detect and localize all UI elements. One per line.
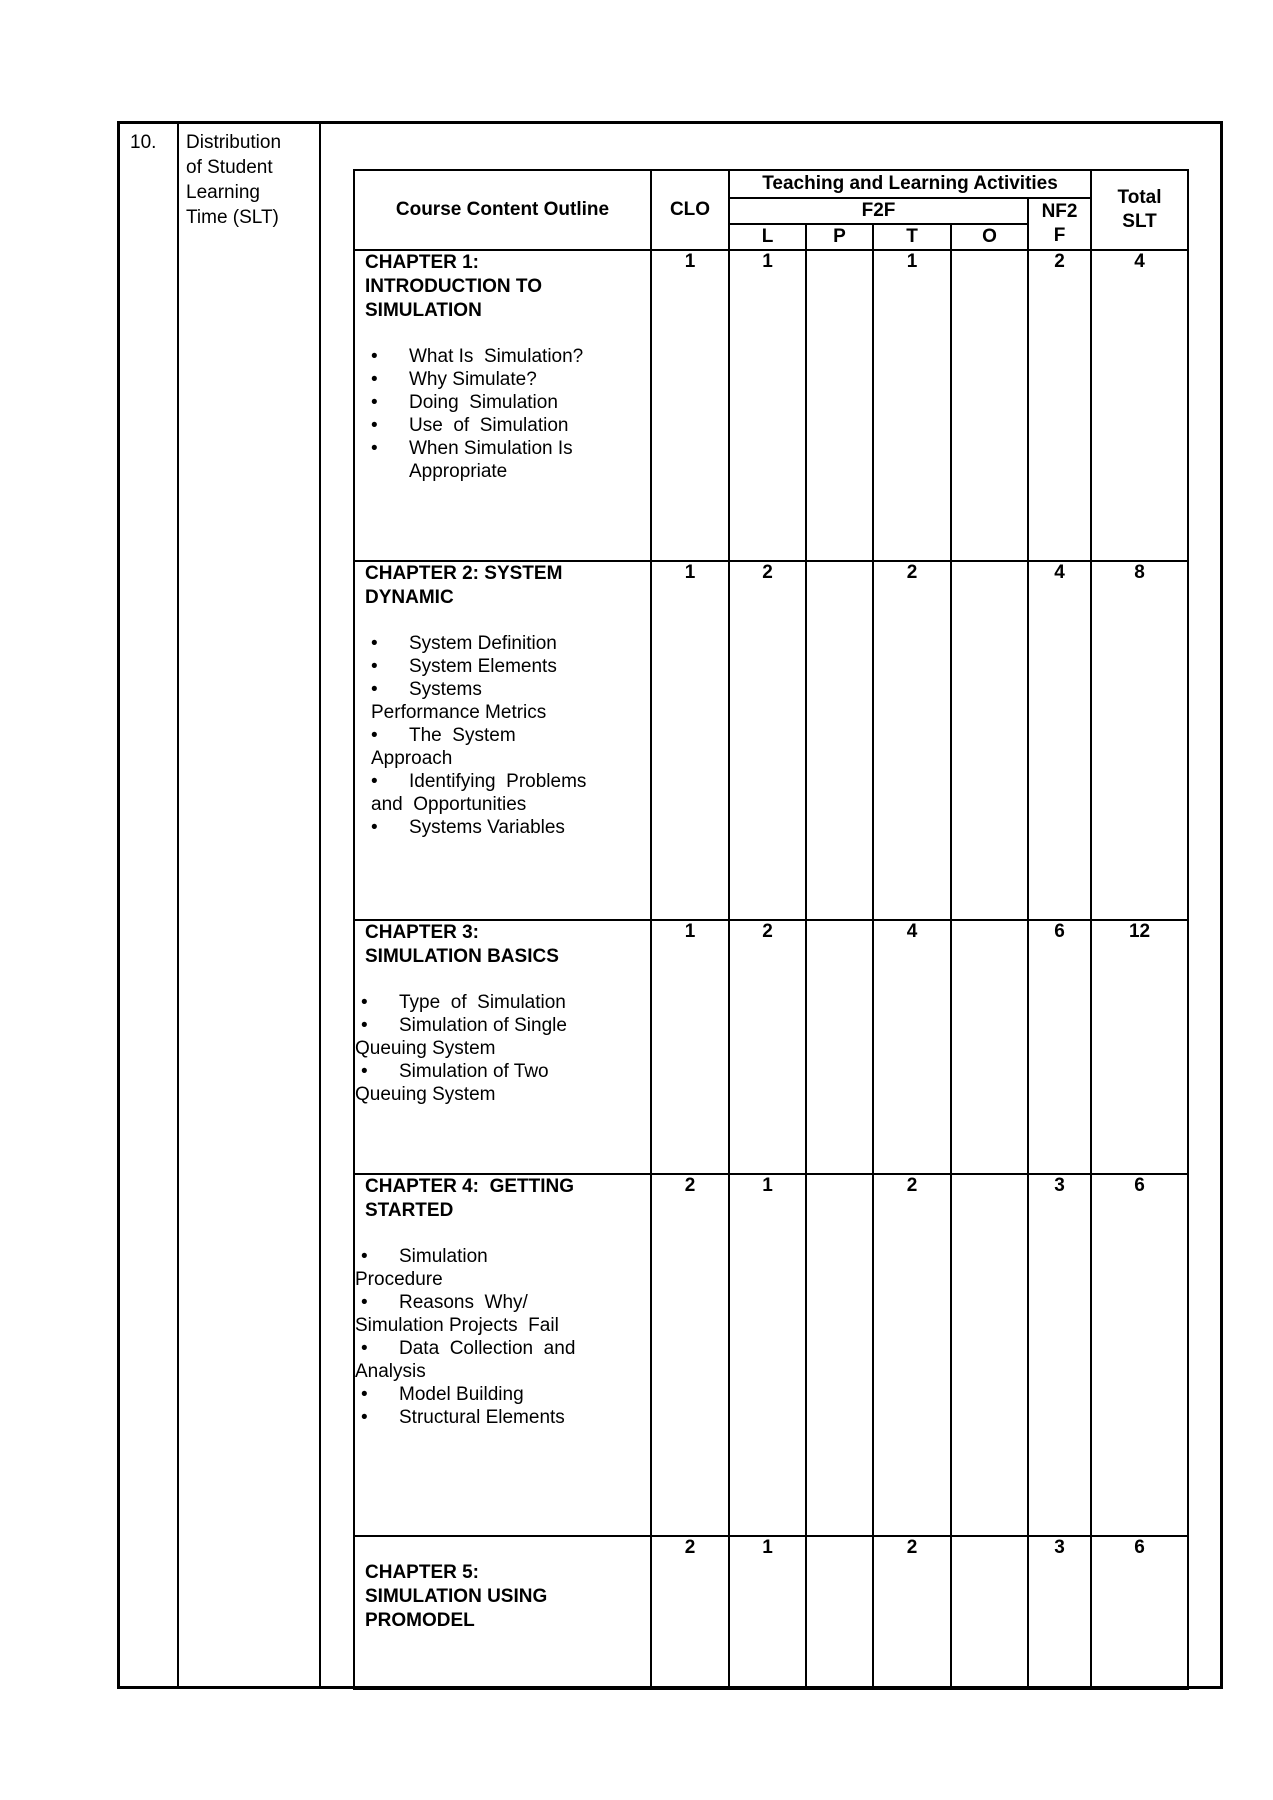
chapter-2-title-line: CHAPTER 2: SYSTEM — [365, 563, 563, 584]
chapter-1-title-line: CHAPTER 1: — [365, 252, 480, 273]
chapter-4-l-value: 1 — [729, 1174, 806, 1536]
chapter-4-p-value — [806, 1174, 873, 1536]
header-row-1 — [354, 170, 1188, 198]
bullet-item — [361, 1337, 650, 1360]
bullet-item-wrap: Performance Metrics — [371, 702, 547, 723]
chapter-1-l-value: 1 — [729, 250, 806, 561]
chapter-2-t-value: 2 — [873, 561, 951, 920]
header-course-content: Course Content Outline — [354, 170, 651, 250]
chapter-1-title-line: SIMULATION — [365, 300, 482, 321]
header-t: T — [873, 224, 951, 250]
chapter-5-o-value — [951, 1536, 1028, 1689]
chapter-1-o-value — [951, 250, 1028, 561]
bullet-dot-icon: • — [371, 415, 378, 436]
bullet-dot-icon: • — [371, 656, 378, 677]
item-label: Distribution of Student Learning Time (SLT) — [186, 132, 282, 228]
bullet-item — [371, 816, 650, 839]
chapter-4-bullet-list — [355, 1245, 650, 1429]
bullet-item — [371, 368, 650, 391]
bullet-item — [361, 1291, 650, 1314]
chapter-3-total-value: 12 — [1091, 920, 1188, 1174]
chapter-2-total-value: 8 — [1091, 561, 1188, 920]
bullet-text: Systems Variables — [409, 817, 565, 838]
header-f2f: F2F — [729, 198, 1028, 224]
bullet-item — [361, 1014, 650, 1037]
chapter-4-total-value: 6 — [1091, 1174, 1188, 1536]
chapter-4-title-line: STARTED — [365, 1200, 454, 1221]
bullet-item-wrap: Queuing System — [355, 1084, 496, 1105]
bullet-dot-icon: • — [371, 725, 378, 746]
chapter-1-t-value: 1 — [873, 250, 951, 561]
item-number: 10. — [130, 132, 157, 153]
chapter-2-nf2f-value: 4 — [1028, 561, 1091, 920]
chapter-3-clo-value: 1 — [651, 920, 729, 1174]
header-total-slt: Total SLT — [1091, 170, 1188, 250]
bullet-dot-icon: • — [361, 1015, 368, 1036]
bullet-item — [361, 1406, 650, 1429]
chapter-3-l-value: 2 — [729, 920, 806, 1174]
chapter-row-5 — [354, 1536, 1188, 1689]
chapter-5-title-line: PROMODEL — [365, 1610, 475, 1631]
chapter-5-content — [354, 1536, 651, 1689]
chapter-3-p-value — [806, 920, 873, 1174]
chapter-2-title-line: DYNAMIC — [365, 587, 454, 608]
bullet-text: Systems — [409, 679, 482, 700]
bullet-dot-icon: • — [361, 1292, 368, 1313]
bullet-item — [371, 345, 650, 368]
bullet-text: Data Collection and — [399, 1338, 576, 1359]
chapter-3-content — [354, 920, 651, 1174]
bullet-dot-icon: • — [371, 438, 378, 459]
chapter-1-p-value — [806, 250, 873, 561]
header-o: O — [951, 224, 1028, 250]
bullet-dot-icon: • — [371, 679, 378, 700]
chapter-row-1 — [354, 250, 1188, 561]
chapter-2-clo-value: 1 — [651, 561, 729, 920]
bullet-item — [361, 1245, 650, 1268]
bullet-item — [361, 1060, 650, 1083]
chapter-5-title-line: CHAPTER 5: — [365, 1562, 480, 1583]
chapter-1-content — [354, 250, 651, 561]
bullet-text: Model Building — [399, 1384, 524, 1405]
course-content-table — [353, 169, 1189, 1690]
bullet-text: Type of Simulation — [399, 992, 566, 1013]
chapter-2-o-value — [951, 561, 1028, 920]
bullet-text: Doing Simulation — [409, 392, 558, 413]
chapter-row-3 — [354, 920, 1188, 1174]
bullet-text: System Definition — [409, 633, 557, 654]
header-l: L — [729, 224, 806, 250]
chapter-3-title-line: SIMULATION BASICS — [365, 946, 559, 967]
chapter-5-total-value: 6 — [1091, 1536, 1188, 1689]
bullet-dot-icon: • — [361, 1407, 368, 1428]
bullet-item — [371, 770, 650, 793]
bullet-text: The System — [409, 725, 516, 746]
bullet-item-wrap: Approach — [371, 748, 453, 769]
chapter-1-total-value: 4 — [1091, 250, 1188, 561]
chapter-row-2 — [354, 561, 1188, 920]
bullet-item — [371, 632, 650, 655]
bullet-item-wrap: Queuing System — [355, 1038, 496, 1059]
chapter-5-nf2f-value: 3 — [1028, 1536, 1091, 1689]
bullet-item — [361, 1383, 650, 1406]
outer-column-divider-2 — [319, 124, 321, 1686]
bullet-dot-icon: • — [371, 346, 378, 367]
chapter-5-t-value: 2 — [873, 1536, 951, 1689]
chapter-5-title-line: SIMULATION USING — [365, 1586, 548, 1607]
bullet-text: When Simulation Is — [409, 438, 573, 459]
bullet-text: Simulation of Two — [399, 1061, 549, 1082]
chapter-1-nf2f-value: 2 — [1028, 250, 1091, 561]
bullet-dot-icon: • — [371, 392, 378, 413]
bullet-text: Use of Simulation — [409, 415, 569, 436]
bullet-dot-icon: • — [371, 369, 378, 390]
chapter-3-nf2f-value: 6 — [1028, 920, 1091, 1174]
chapter-4-nf2f-value: 3 — [1028, 1174, 1091, 1536]
bullet-item — [371, 655, 650, 678]
chapter-3-bullet-list — [355, 991, 650, 1106]
bullet-item-wrap: Procedure — [355, 1269, 443, 1290]
chapter-4-clo-value: 2 — [651, 1174, 729, 1536]
bullet-item — [371, 391, 650, 414]
bullet-dot-icon: • — [371, 771, 378, 792]
bullet-item — [371, 678, 650, 701]
bullet-text: Why Simulate? — [409, 369, 537, 390]
bullet-item — [371, 414, 650, 437]
chapter-2-content — [354, 561, 651, 920]
chapter-1-title-line: INTRODUCTION TO — [365, 276, 542, 297]
bullet-item — [361, 991, 650, 1014]
bullet-text: What Is Simulation? — [409, 346, 584, 367]
slt-outer-table — [117, 121, 1223, 1689]
chapter-3-t-value: 4 — [873, 920, 951, 1174]
bullet-text: System Elements — [409, 656, 557, 677]
bullet-dot-icon: • — [361, 1384, 368, 1405]
chapter-4-t-value: 2 — [873, 1174, 951, 1536]
chapter-5-l-value: 1 — [729, 1536, 806, 1689]
bullet-dot-icon: • — [361, 1246, 368, 1267]
outer-column-divider-1 — [177, 124, 179, 1686]
chapter-4-content — [354, 1174, 651, 1536]
chapter-1-bullet-list — [355, 345, 650, 483]
bullet-text: Identifying Problems — [409, 771, 587, 792]
bullet-text: Simulation of Single — [399, 1015, 567, 1036]
chapter-5-p-value — [806, 1536, 873, 1689]
chapter-2-p-value — [806, 561, 873, 920]
bullet-dot-icon: • — [361, 1061, 368, 1082]
bullet-dot-icon: • — [371, 633, 378, 654]
bullet-dot-icon: • — [361, 992, 368, 1013]
header-activities: Teaching and Learning Activities — [729, 170, 1091, 198]
bullet-text: Structural Elements — [399, 1407, 565, 1428]
bullet-item-wrap: Appropriate — [409, 461, 508, 482]
bullet-dot-icon: • — [361, 1338, 368, 1359]
header-nf2f: NF2 F — [1028, 198, 1091, 250]
chapter-5-clo-value: 2 — [651, 1536, 729, 1689]
bullet-item — [371, 437, 650, 460]
bullet-item — [371, 724, 650, 747]
table-header — [354, 170, 1188, 250]
chapter-2-bullet-list — [355, 632, 650, 839]
bullet-item-wrap: and Opportunities — [371, 794, 527, 815]
header-clo: CLO — [651, 170, 729, 250]
chapter-3-title-line: CHAPTER 3: — [365, 922, 480, 943]
chapter-row-4 — [354, 1174, 1188, 1536]
bullet-text: Simulation — [399, 1246, 488, 1267]
header-p: P — [806, 224, 873, 250]
chapter-rows — [354, 250, 1188, 1689]
bullet-item-wrap: Simulation Projects Fail — [355, 1315, 559, 1336]
chapter-4-title-line: CHAPTER 4: GETTING — [365, 1176, 575, 1197]
bullet-text: Reasons Why/ — [399, 1292, 528, 1313]
chapter-1-clo-value: 1 — [651, 250, 729, 561]
bullet-dot-icon: • — [371, 817, 378, 838]
chapter-3-o-value — [951, 920, 1028, 1174]
bullet-item-wrap: Analysis — [355, 1361, 426, 1382]
chapter-4-o-value — [951, 1174, 1028, 1536]
chapter-2-l-value: 2 — [729, 561, 806, 920]
